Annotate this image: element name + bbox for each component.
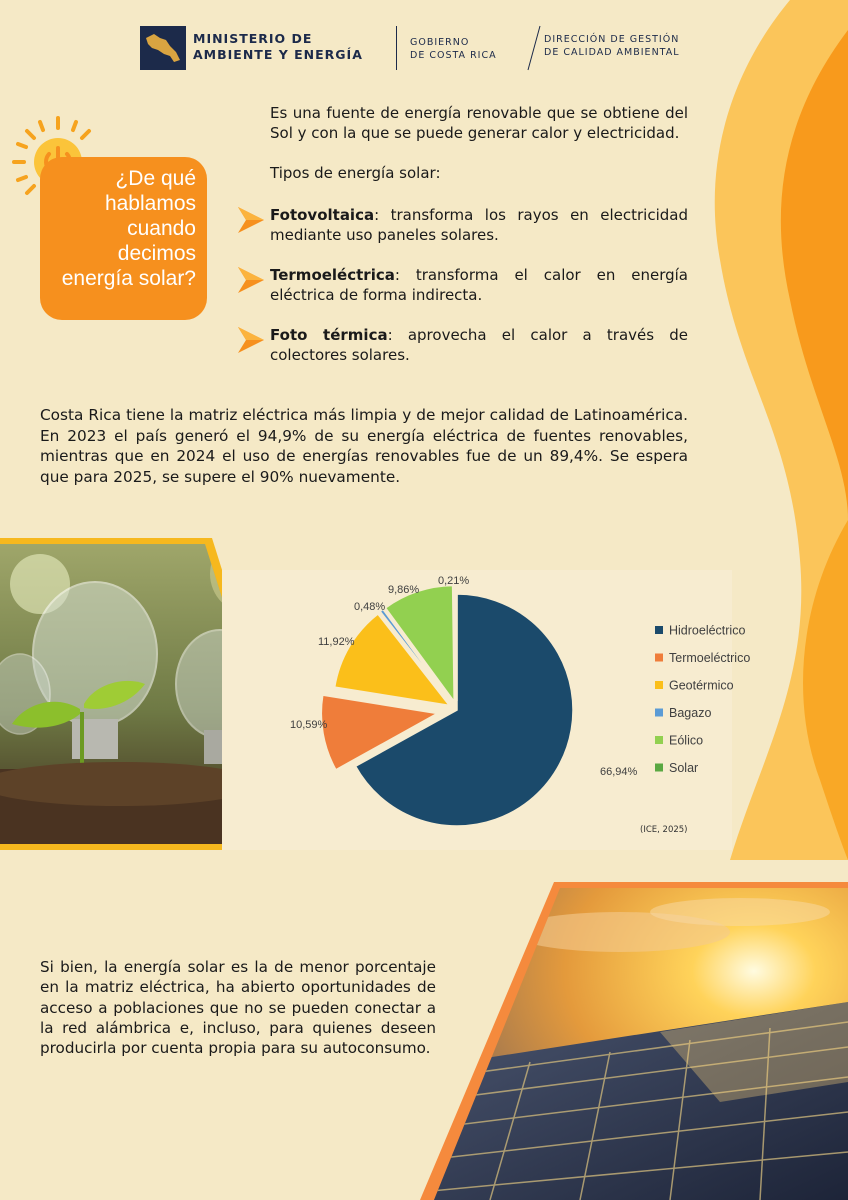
costa-rica-map-icon bbox=[140, 26, 186, 70]
legend-label: Eólico bbox=[669, 733, 704, 748]
data-label: 66,94% bbox=[600, 766, 638, 778]
legend-swatch bbox=[655, 626, 663, 634]
legend-swatch bbox=[655, 736, 663, 744]
ministry-name: MINISTERIO DE AMBIENTE Y ENERGÍA bbox=[193, 31, 363, 62]
type-item-fotovoltaica bbox=[270, 205, 688, 245]
arrow-icon bbox=[236, 205, 266, 235]
question-text: ¿De qué hablamos cuando decimos energía solar? bbox=[61, 167, 196, 290]
data-label: 0,21% bbox=[438, 575, 470, 587]
data-label: 9,86% bbox=[388, 584, 420, 596]
type-desc: : transforma los rayos en electricidad mediante uso paneles solares. bbox=[270, 206, 688, 244]
header-divider bbox=[396, 26, 397, 70]
arrow-icon bbox=[236, 325, 266, 355]
energy-matrix-pie-chart bbox=[222, 570, 751, 850]
legend-label: Hidroeléctrico bbox=[669, 623, 746, 638]
header-slash-divider bbox=[524, 24, 544, 72]
legend-label: Termoeléctrico bbox=[669, 651, 751, 665]
data-label: 11,92% bbox=[318, 636, 355, 648]
renewables-paragraph: Costa Rica tiene la matriz eléctrica más limpia y de mejor calidad de Latinoamérica. En 2023 el país generó el 94,9% de su energía eléctrica de fuentes renovables, mientras que en 2024 el uso de energías renovables fue de un 89,4%. Se espera que para 2025, se supere el 90% nuevamente. bbox=[40, 406, 688, 486]
type-item-termoelectrica bbox=[270, 265, 688, 305]
type-item-foto-termica bbox=[270, 325, 688, 365]
legend-label: Geotérmico bbox=[669, 678, 734, 693]
closing-paragraph: Si bien, la energía solar es la de menor porcentaje en la matriz eléctrica, ha abierto oportunidades de acceso a poblaciones que no se pueden conectar a la red alámbrica e, incluso, para quienes deseen producirla por cuenta propia para su autoconsumo. bbox=[40, 958, 436, 1058]
legend-swatch bbox=[655, 681, 663, 689]
type-name: Foto térmica bbox=[270, 326, 388, 344]
legend-label: Bagazo bbox=[669, 706, 712, 720]
intro-text: Es una fuente de energía renovable que se obtiene del Sol y con la que se puede generar calor y electricidad. bbox=[270, 104, 688, 142]
ministry-logo bbox=[140, 26, 186, 70]
legend-swatch bbox=[655, 709, 663, 717]
legend-label: Solar bbox=[669, 761, 699, 775]
government-name: GOBIERNO DE COSTA RICA bbox=[410, 37, 497, 61]
type-name: Fotovoltaica bbox=[270, 206, 375, 224]
type-desc: : aprovecha el calor a través de colectores solares. bbox=[270, 326, 689, 364]
chart-source: (ICE, 2025) bbox=[640, 825, 688, 835]
type-desc: : transforma el calor en energía eléctrica de forma indirecta. bbox=[270, 266, 688, 304]
solar-panels-photo bbox=[420, 882, 848, 1200]
legend-swatch bbox=[655, 764, 663, 772]
types-label: Tipos de energía solar: bbox=[270, 164, 441, 182]
type-name: Termoeléctrica bbox=[270, 266, 395, 284]
data-label: 10,59% bbox=[290, 719, 328, 731]
data-label: 0,48% bbox=[354, 601, 386, 613]
pie-slice-solar bbox=[455, 585, 457, 701]
legend-swatch bbox=[655, 654, 663, 662]
direction-name: DIRECCIÓN DE GESTIÓN DE CALIDAD AMBIENTAL bbox=[544, 34, 680, 58]
arrow-icon bbox=[236, 265, 266, 295]
